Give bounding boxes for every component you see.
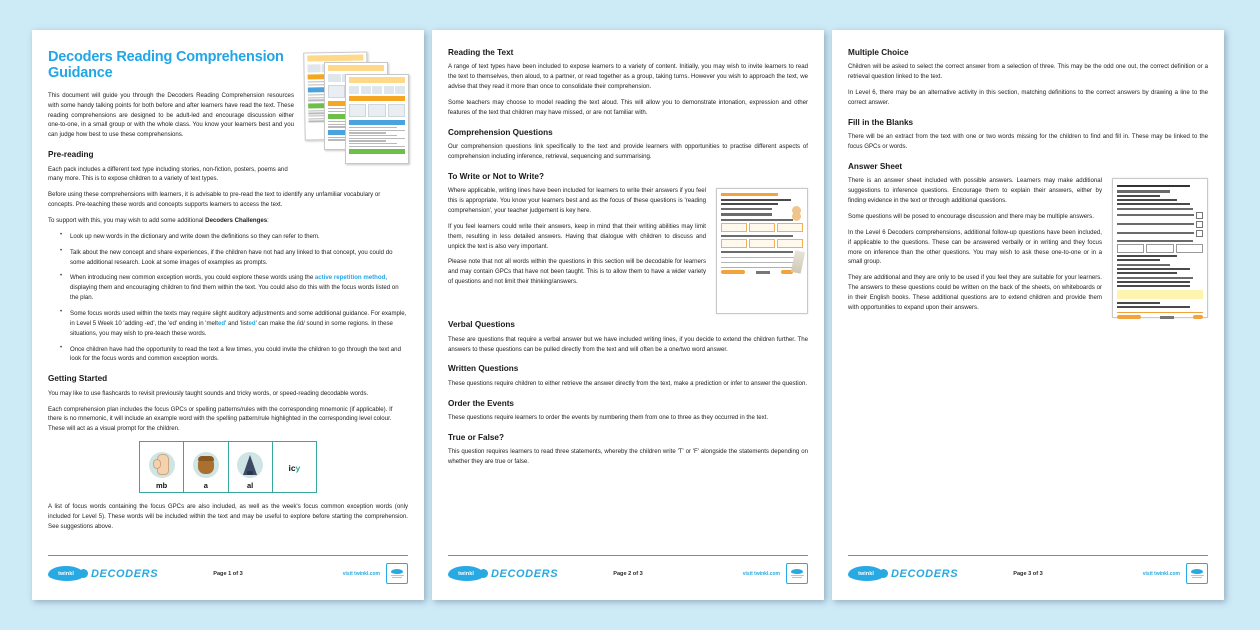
section-heading-written-questions: Written Questions [448, 364, 519, 374]
paragraph: You may like to use flashcards to revisit previously taught sounds and tricky words, or speed-reading decodable words. [48, 389, 369, 397]
paragraph: These questions require learners to order the events by numbering them from one to three as they occurred in the text. [448, 414, 769, 422]
list-item: • Look up new words in the dictionary and write down the definitions so they can refer to them. [62, 232, 408, 242]
twinkl-logo-icon[interactable] [48, 566, 84, 581]
acorn-icon [193, 452, 219, 478]
flashcard-a [184, 442, 228, 492]
flashcard-al [229, 442, 273, 492]
footer-branding [848, 566, 992, 581]
flashcard-word [288, 463, 300, 473]
flashcard-mb [140, 442, 184, 492]
section-heading-comprehension-questions: Comprehension Questions [448, 127, 553, 137]
visit-link[interactable]: visit twinkl.com [742, 570, 780, 577]
section-heading-multiple-choice: Multiple Choice [848, 48, 909, 57]
section-heading-reading-the-text: Reading the Text [448, 48, 514, 57]
section-heading-true-or-false: True or False? [448, 432, 504, 442]
twinkl-badge-icon [1186, 563, 1208, 584]
paragraph: Our comprehension questions link specifically to the text and provide learners with opportunities to practise different aspects of comprehension including inference, retrieval, sequencing and summarising. [448, 143, 808, 160]
footer-visit [1064, 563, 1208, 584]
flashcard-icy [273, 442, 316, 492]
twinkl-badge-icon [386, 563, 408, 584]
paragraph: A range of text types have been included to expose learners to a variety of content. Initially, you may wish to invite learners to read the text to themselves, then aloud, to a partner, or read together as a group, taking turns. However you wish to approach the text, we advise that they read it more than once to consolidate their comprehension. [448, 63, 808, 91]
paragraph: Each comprehension plan includes the focus GPCs or spelling patterns/rules with the corresponding mnemonic (if applicable). If there is no mnemonic, it will include an example word with the spelling pattern/rule highlighted in the corresponding level colour. These will act as a visual prompt for the children. [48, 405, 393, 433]
paragraph: Some teachers may choose to model reading the text aloud. This will allow you to demonstrate intonation, expression and other features of the text that children may have missed, or are not familiar with. [448, 99, 808, 116]
document-page-1[interactable] [32, 30, 424, 600]
twinkl-badge-icon [786, 563, 808, 584]
section-heading-getting-started: Getting Started [48, 374, 108, 384]
product-name: DECODERS [891, 567, 959, 580]
paragraph: In Level 6, there may be an alternative activity in this section, matching definitions to the correct answers by drawing a line to the correct answer. [848, 89, 1208, 106]
section-heading-verbal-questions: Verbal Questions [448, 320, 515, 330]
footer-visit [664, 563, 808, 584]
list-item: • Talk about the new concept and share experiences, if the children have not had any linked to that concept, you could do some additional research. Look at some images of examples as prompts. [62, 248, 408, 268]
walking-legs-icon [237, 452, 263, 478]
page-footer [48, 555, 408, 584]
paragraph: These questions require children to either retrieve the answer directly from the text, make a prediction or infer to answer the question. [448, 379, 808, 387]
page-footer [848, 555, 1208, 584]
pre-reading-bullet-list [48, 232, 408, 364]
flashcard-label: a [203, 481, 208, 491]
section-heading-to-write-or-not-to-write: To Write or Not to Write? [448, 171, 544, 181]
list-item: • When introducing new common exception words, you could explore these words using the active repetition method, displaying them and encouraging children to find them within the text. You could also do this with the focus words listed on the plan. [62, 273, 408, 303]
preview-sheet-3 [345, 74, 409, 164]
word-prefix: ic [288, 463, 296, 474]
section-heading-pre-reading: Pre-reading [48, 150, 94, 160]
section-heading-answer-sheet: Answer Sheet [848, 162, 903, 171]
paragraph: Please note that not all words within the questions in this section will be decodable for learners and may contain GPCs that have not been taught. This is to allow them to have a wider variety of questions and not limit their thinking/answers. [448, 258, 706, 286]
flashcard-label: mb [156, 481, 168, 491]
page-number: Page 3 of 3 [1013, 570, 1043, 577]
footer-branding [448, 566, 592, 581]
flashcard-label: al [246, 481, 254, 491]
twinkl-logo-icon[interactable] [848, 566, 884, 581]
paragraph: This question requires learners to read three statements, whereby the children write 'T' or 'F' alongside the statements depending on whether they are true or false. [448, 448, 808, 466]
word-suffix-highlight: y [295, 463, 301, 474]
paragraph: If you feel learners could write their answers, keep in mind that their writing abilities may limit them, resulting in less detailed answers. Having that dialogue with children to discuss and unpick the text is also very important. [448, 222, 706, 250]
paragraph: These are questions that require a verbal answer but we have included writing lines, if you decide to extend the children further. The answers to these questions can be pulled directly from the text and will often be a one/two word answer. [448, 335, 808, 353]
list-item: • Some focus words used within the texts may require slight auditory adjustments and some additional guidance. For example, in Level 5 Week 10 'adding -ed', the 'ed' ending in 'melted' and 'listed' can make the /id/ sound in some regions. In these situations, you may wish to pre-teach these words. [62, 309, 408, 339]
section-heading-order-the-events: Order the Events [448, 398, 514, 408]
paragraph: There will be an extract from the text with one or two words missing for the children to find and fill in. These may be linked to the focus GPCs or words. [848, 133, 1208, 151]
worksheet-preview-thumbnail [716, 188, 808, 314]
page-number: Page 1 of 3 [213, 570, 243, 577]
list-item: • Once children have had the opportunity to read the text a few times, you could invite the children to go through the text and look for the focus words and common exception words. [62, 345, 408, 365]
intro-paragraph: This document will guide you through the Decoders Reading Comprehension resources with some handy talking points for both before and after learners have read the text. These reading comprehensions are designed to be adult-led and encourage discussion either one-to-one, in a small group or with the whole class. You know your learners best and you can judge how best to use these comprehensions. [48, 91, 294, 139]
product-name: DECODERS [91, 567, 159, 580]
paragraph: Some questions will be posed to encourage discussion and there may be multiple answers. [848, 213, 1094, 220]
paragraph: Each pack includes a different text type including stories, non-fiction, posters, poems and many more. This is to expose children to a variety of text types. [48, 165, 288, 183]
brand-name: twinkl [58, 570, 74, 577]
document-page-3[interactable] [832, 30, 1224, 600]
brand-name: twinkl [458, 570, 474, 577]
visit-link[interactable]: visit twinkl.com [1142, 570, 1180, 577]
paragraph: In the Level 6 Decoders comprehensions, additional follow-up questions have been included, if applicable to the questions. These can be answered verbally or in writing and they focus more on inference than the other questions. You may wish to ask these one-to-one or in a small group. [848, 228, 1102, 266]
visit-link[interactable]: visit twinkl.com [342, 570, 380, 577]
flashcard-strip [139, 441, 317, 493]
page-number: Page 2 of 3 [613, 570, 643, 577]
answer-sheet-preview-thumbnail [1112, 178, 1208, 318]
paragraph: There is an answer sheet included with possible answers. Learners may make additional suggestions to inference questions. Encourage them to explain their answers, either by finding evidence in the text or through additional questions. [848, 177, 1102, 205]
paragraph: Children will be asked to select the correct answer from a selection of three. This may be the odd one out, the correct definition or a retrieval question linked to the text. [848, 63, 1208, 81]
twinkl-logo-icon[interactable] [448, 566, 484, 581]
product-name: DECODERS [491, 567, 559, 580]
paragraph: To support with this, you may wish to add some additional Decoders Challenges: [48, 217, 269, 225]
paragraph: They are additional and they are only to be used if you feel they are suitable for your learners. The answers to these questions could be written on the back of the sheets, on whiteboards or in their English books. These additional questions are to extend children and provide them with opportunities to expand upon their answers. [848, 274, 1102, 311]
paragraph: Before using these comprehensions with learners, it is advisable to pre-read the text to identify any unfamiliar vocabulary or concepts. Pre-teaching these words and concepts supports learners to access the text. [48, 191, 381, 209]
page-title: Decoders Reading Comprehension Guidance [48, 49, 284, 81]
brand-name: twinkl [858, 570, 874, 577]
resource-preview-thumbnails [304, 52, 408, 164]
section-heading-fill-in-the-blanks: Fill in the Blanks [848, 117, 914, 127]
page-footer [448, 555, 808, 584]
footer-visit [264, 563, 408, 584]
paragraph: A list of focus words containing the focus GPCs are also included, as well as the week's focus common exception words (only included for Level 5). These words will be included within the text and may be useful to explore before starting the comprehension. See suggestions above. [48, 503, 408, 530]
footer-branding [48, 566, 192, 581]
thumb-up-icon [149, 452, 175, 478]
document-page-2[interactable] [432, 30, 824, 600]
paragraph: Where applicable, writing lines have been included for learners to write their answers if you feel this is appropriate. You know your learners best and as the focus of these questions is 'reading comprehension', your teacher judgement is key here. [448, 187, 706, 214]
